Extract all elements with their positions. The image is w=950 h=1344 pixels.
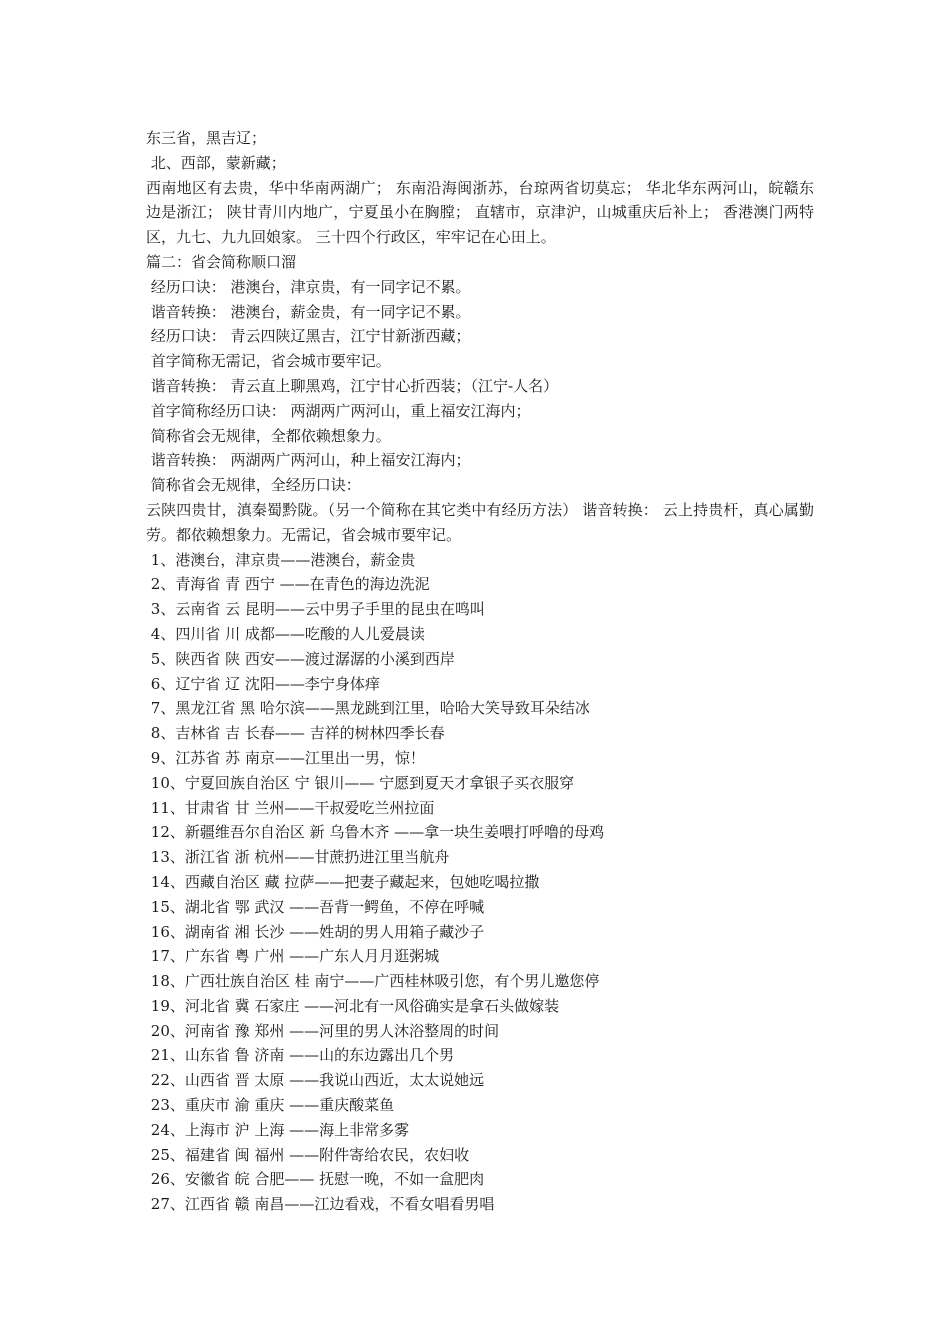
list-item: 6、辽宁省 辽 沈阳——李宁身体痒	[146, 674, 380, 693]
section-2-paragraph: 云陕四贵甘，滇秦蜀黔陇。（另一个简称在其它类中有经历方法） 谐音转换： 云上持贵杆，真心属勤劳。都依赖想象力。无需记，省会城市要牢记。	[146, 500, 814, 544]
list-item: 21、山东省 鲁 济南 ——山的东边露出几个男	[146, 1046, 455, 1065]
intro-line-1: 东三省，黑吉辽；	[146, 129, 267, 147]
section-2-line: 谐音转换： 港澳台，薪金贵，有一同字记不累。	[146, 302, 471, 321]
list-item: 5、陕西省 陕 西安——渡过潺潺的小溪到西岸	[146, 649, 455, 668]
section-2-line: 经历口诀： 青云四陕辽黑吉，江宁甘新浙西藏；	[146, 327, 471, 346]
list-item: 13、浙江省 浙 杭州——甘蔗扔进江里当航舟	[146, 848, 450, 867]
section-2-line: 首字简称经历口诀： 两湖两广两河山，重上福安江海内；	[146, 401, 531, 420]
list-item: 1、港澳台，津京贵——港澳台，薪金贵	[146, 550, 416, 569]
list-item: 7、黑龙江省 黑 哈尔滨——黑龙跳到江里，哈哈大笑导致耳朵结冰	[146, 699, 590, 718]
section-2-line: 谐音转换： 青云直上聊黑鸡，江宁甘心折西装；（江宁-人名）	[146, 376, 559, 395]
list-item: 23、重庆市 渝 重庆 ——重庆酸菜鱼	[146, 1096, 395, 1115]
document-page	[146, 126, 814, 1217]
list-item: 15、湖北省 鄂 武汉 ——吾背一鳄鱼，不停在呼喊	[146, 897, 485, 916]
section-2-line: 简称省会无规律，全经历口诀：	[146, 476, 361, 495]
section-2-title: 篇二：省会简称顺口溜	[146, 252, 297, 271]
list-item: 10、宁夏回族自治区 宁 银川—— 宁愿到夏天才拿银子买衣服穿	[146, 773, 575, 792]
list-item: 4、四川省 川 成都——吃酸的人儿爱晨读	[146, 624, 425, 643]
list-item: 3、云南省 云 昆明——云中男子手里的昆虫在鸣叫	[146, 600, 485, 619]
list-item: 11、甘肃省 甘 兰州——干叔爱吃兰州拉面	[146, 798, 435, 817]
list-item: 14、西藏自治区 藏 拉萨——把妻子藏起来，包她吃喝拉撒	[146, 872, 540, 891]
intro-line-2: 北、西部，蒙新藏；	[146, 153, 286, 172]
list-item: 8、吉林省 吉 长春—— 吉祥的树林四季长春	[146, 724, 445, 743]
list-item: 26、安徽省 皖 合肥—— 抚慰一晚，不如一盒肥肉	[146, 1170, 485, 1189]
list-item: 9、江苏省 苏 南京——江里出一男，惊！	[146, 748, 425, 767]
list-item: 16、湖南省 湘 长沙 ——姓胡的男人用箱子藏沙子	[146, 922, 485, 941]
list-item: 12、新疆维吾尔自治区 新 乌鲁木齐 ——拿一块生姜喂打呼噜的母鸡	[146, 823, 605, 842]
list-item: 18、广西壮族自治区 桂 南宁——广西桂林吸引您，有个男儿邀您停	[146, 972, 600, 991]
list-item: 27、江西省 赣 南昌——江边看戏，不看女唱看男唱	[146, 1195, 495, 1214]
list-item: 19、河北省 冀 石家庄 ——河北有一风俗确实是拿石头做嫁装	[146, 996, 560, 1015]
list-item: 17、广东省 粤 广州 ——广东人月月逛粥城	[146, 947, 440, 966]
section-2-line: 简称省会无规律，全都依赖想象力。	[146, 426, 391, 445]
section-2-line: 经历口诀： 港澳台，津京贵，有一同字记不累。	[146, 277, 471, 296]
list-item: 22、山西省 晋 太原 ——我说山西近，太太说她远	[146, 1071, 485, 1090]
list-item: 25、福建省 闽 福州 ——附件寄给农民，农妇收	[146, 1145, 470, 1164]
list-item: 2、青海省 青 西宁 ——在青色的海边洗泥	[146, 575, 430, 594]
section-2-line: 首字简称无需记，省会城市要牢记。	[146, 352, 391, 371]
list-item: 24、上海市 沪 上海 ——海上非常多雾	[146, 1120, 410, 1139]
mnemonic-list	[146, 548, 814, 1218]
section-2-line: 谐音转换： 两湖两广两河山，种上福安江海内；	[146, 451, 471, 470]
list-item: 20、河南省 豫 郑州 ——河里的男人沐浴整周的时间	[146, 1021, 500, 1040]
intro-paragraph: 西南地区有去贵，华中华南两湖广； 东南沿海闽浙苏，台琼两省切莫忘； 华北华东两河山，皖赣东边是浙江； 陕甘青川内地广，宁夏虽小在胸膛； 直辖市，京津沪，山城重庆后补上； 香港澳门两特区，九七、九九回娘家。 三十四个行政区，牢牢记在心田上。	[146, 178, 814, 247]
